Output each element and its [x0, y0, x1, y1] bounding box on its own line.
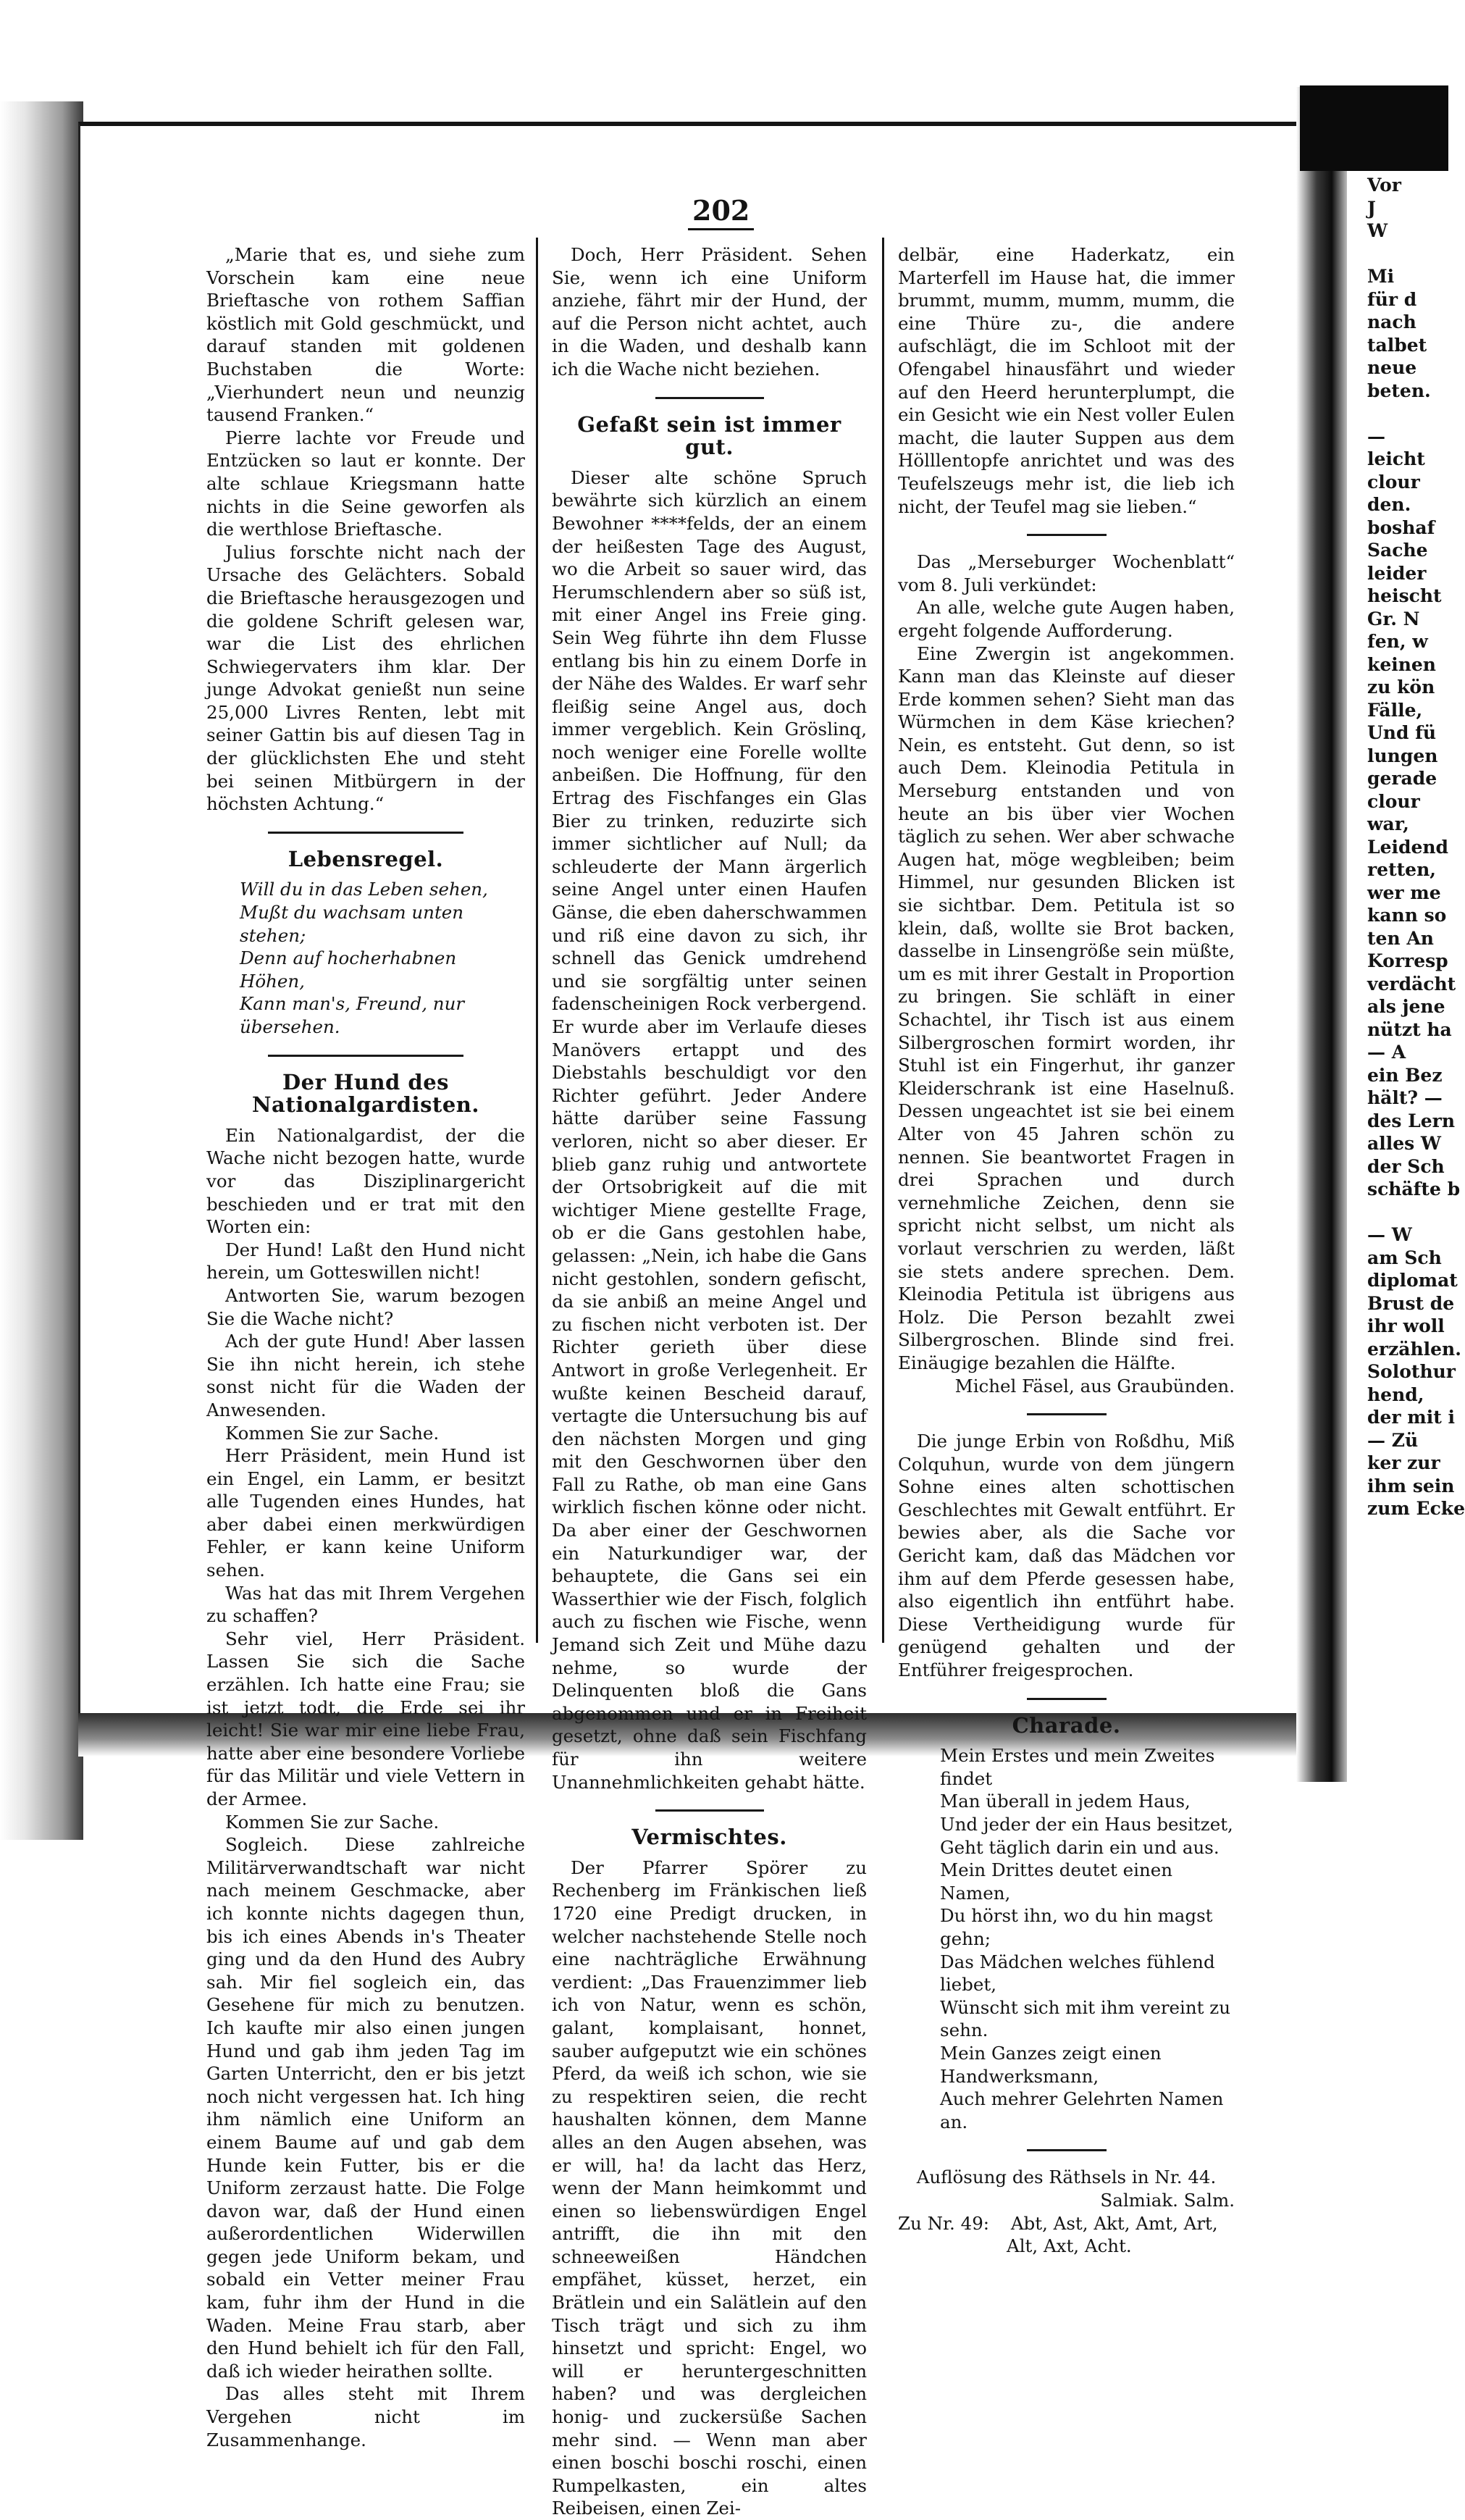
adjacent-page-line: leicht — [1367, 448, 1425, 469]
adjacent-page-line: alles W — [1367, 1133, 1441, 1154]
solution-label: Zu Nr. 49: — [898, 2212, 990, 2234]
adjacent-page-line: Korresp — [1367, 950, 1448, 971]
section-separator — [655, 397, 764, 399]
solution-answer: Abt, Ast, Akt, Amt, Art, — [1010, 2212, 1218, 2234]
poem-line: Und jeder der ein Haus besitzet, — [940, 1814, 1233, 1835]
poem-line: Mußt du wachsam unten stehen; — [240, 902, 464, 946]
poem-charade — [898, 1744, 1235, 2133]
column-rule — [882, 238, 884, 1643]
adjacent-page-line: gerade — [1367, 768, 1437, 789]
adjacent-page-line: W — [1367, 220, 1388, 241]
section-separator — [1027, 534, 1107, 536]
paragraph: Ein Nationalgardist, der die Wache nicht bezogen hatte, wurde vor das Disziplinargericht beschieden und er trat mit den Worten ein: — [206, 1124, 525, 1238]
adjacent-page-line: Vor — [1367, 175, 1401, 196]
paragraph: Der Pfarrer Spörer zu Rechenberg im Fränkischen ließ 1720 eine Predigt drucken, in welcher nachstehende Stelle noch eine nachträgliche Erwähnung verdient: „Das Frauenzimmer lieb ich von Natur, wenn es schön, galant, komplaisant, honnet, sauber aufgeputzt wie ein schönes Pferd, da weiß ich schon, wie sie zu respektiren seien, die recht haushalten können, dem Manne alles an den Augen absehen, was er will, ha! da lacht das Herz, wenn der Mann heimkommt und einen so liebenswürdigen Engel antrifft, die ihn mit den schneeweißen Händchen empfähet, küsset, herzet, ein Brätlein und ein Salätlein auf den Tisch trägt und sich zu ihm hinsetzt und spricht: Engel, wo will er heruntergeschnitten haben? und was dergleichen honig- und zuckersüße Sachen mehr sind. — Wenn man aber einen boschi boschi roschi, einen Rumpelkasten, ein altes Reibeisen, einen Zei- — [552, 1856, 867, 2519]
adjacent-page-line: als jene — [1367, 996, 1445, 1017]
adjacent-page-line: ihr woll — [1367, 1315, 1445, 1336]
adjacent-page-line: kann so — [1367, 905, 1447, 926]
adjacent-page-line: talbet — [1367, 334, 1427, 356]
poem-line: Man überall in jedem Haus, — [940, 1791, 1191, 1812]
adjacent-page-line: Brust de — [1367, 1292, 1455, 1314]
adjacent-page-line: ihm sein — [1367, 1475, 1455, 1496]
poem-line: Geht täglich darin ein und aus. — [940, 1836, 1220, 1858]
scan-margin — [0, 0, 1448, 94]
adjacent-page-line: den. — [1367, 494, 1411, 515]
adjacent-page-line: der Sch — [1367, 1155, 1445, 1177]
adjacent-page-line: Und fü — [1367, 722, 1437, 743]
paragraph: Dieser alte schöne Spruch bewährte sich kürzlich an einem Bewohner ****felds, der an einem der heißesten Tage des August, wo die Arbeit so sauer wird, das Herumschlendern aber so süß ist, mit einer Angel ins Freie ging. Sein Weg führte ihn dem Flusse entlang bis hin zu einem Dorfe in der Nähe des Waldes. Er warf sehr fleißig seine Angel aus, doch immer vergeblich. Kein Gröslinq, noch weniger eine Forelle wollte anbeißen. Die Hoffnung, für den Ertrag des Fischfanges ein Glas Bier zu trinken, reduzirte sich immer sichtlicher auf Null; da schleuderte der Mann ärgerlich seine Angel unter einen Haufen Gänse, die eben daherschwammen und riß eine davon zu sich, ihr schnell das Genick umdrehend und sie sorgfältig unter seinen fadenscheinigen Rock verbergend. Er wurde aber im Verlaufe dieses Manövers ertappt und des Diebstahls beschuldigt vor den Richter geführt. Jeder Andere hätte darüber seine Fassung verloren, nicht so aber dieser. Er blieb ganz ruhig und antwortete der Ortsobrigkeit auf die mit wichtiger Miene gestellte Frage, ob er die Gans gestohlen habe, gelassen: „Nein, ich habe die Gans nicht gestohlen, sondern gefischt, da sie anbiß an meine Angel und zu fischen nicht verboten ist. Der Richter gerieth über diese Antwort in große Verlegenheit. Er wußte keinen Bescheid darauf, vertagte die Untersuchung bis auf den nächsten Morgen und ging mit den Geschwornen über den Fall zu Rathe, ob man eine Gans wirklich fischen könne oder nicht. Da aber einer der Geschwornen ein Naturkundiger war, der behauptete, die Gans sei ein Wasserthier wie der Fisch, folglich auch zu fischen wie Fische, wenn Jemand sich Zeit und Mühe dazu nehme, so wurde der Delinquenten bloß die Gans abgenommen und er in Freiheit gesetzt, ohne daß sein Fischfang für ihn weitere Unannehmlichkeiten gehabt hätte. — [552, 466, 867, 1793]
adjacent-page-line — [1367, 1201, 1448, 1224]
poem-line: Mein Drittes deutet einen Namen, — [940, 1859, 1173, 1904]
adjacent-page-line: boshaf — [1367, 516, 1435, 538]
solution-answer: Salmiak. Salm. — [1100, 2189, 1235, 2211]
paragraph: An alle, welche gute Augen haben, ergeht folgende Aufforderung. — [898, 597, 1235, 641]
poem-line: Du hörst ihn, wo du hin magst gehn; — [940, 1905, 1213, 1949]
paragraph: Sehr viel, Herr Präsident. Lassen Sie sich die Sache erzählen. Ich hatte eine Frau; sie ist jetzt todt, die Erde sei ihr leicht! Sie war mir eine liebe Frau, hatte aber eine besondere Vorliebe für das Militär und viele Vettern in der Armee. — [206, 1628, 525, 1809]
section-separator — [655, 1809, 764, 1812]
paragraph: Herr Präsident, mein Hund ist ein Engel, ein Lamm, er besitzt alle Tugenden eines Hundes, hat aber dabei einen merkwürdigen Fehler, er kann keine Uniform sehen. — [206, 1445, 525, 1581]
paragraph: Sogleich. Diese zahlreiche Militärverwandtschaft war nicht nach meinem Geschmacke, aber ich konnte nichts dagegen thun, bis ich eines Abends in's Theater ging und da den Hund des Aubry sah. Mir fiel sogleich ein, das Gesehene für mich zu benutzen. Ich kaufte mir also einen jungen Hund und gab ihm jeden Tag im Garten Unterricht, den er bis jetzt noch nicht vergessen hat. Ich hing ihm nämlich eine Uniform an einem Baume auf und gab dem Hunde kein Futter, bis er die Uniform zerzaust hatte. Die Folge davon war, daß der Hund einen außerordentlichen Widerwillen gegen jede Uniform bekam, und sobald ein Vetter meiner Frau kam, fuhr ihm der Hund in die Waden. Meine Frau starb, aber den Hund behielt ich für den Fall, daß ich wieder heirathen sollte. — [206, 1834, 525, 2382]
adjacent-page-line: Gr. N — [1367, 608, 1420, 629]
column-left — [206, 243, 525, 2451]
story-ending-paragraph: „Marie that es, und siehe zum Vorschein kam eine neue Brieftasche von rothem Saffian köstlich mit Gold geschmückt, und darauf standen mit goldenen Buchstaben die Worte: „Vierhundert neun und neunzig tausend Franken.“ — [206, 244, 525, 426]
adjacent-page-line: zum Ecke — [1367, 1498, 1465, 1519]
paragraph: delbär, eine Haderkatz, ein Marterfell im Hause hat, die immer brummt, mumm, mumm, mumm, die eine Thüre zu-, die andere aufschlägt, die im Schloot mit der Ofengabel hinausfährt und wieder auf den Heerd herunterplumpt, die ein Gesicht wie ein Nest voller Eulen macht, die lauter Suppen aus dem Hölllentopfe anrichtet und was des Teufelszeugs mehr ist, die lieb ich nicht, der Teufel mag sie lieben.“ — [898, 244, 1235, 517]
section-separator — [268, 1055, 463, 1057]
section-separator — [1027, 1413, 1107, 1415]
adjacent-page-line: clour — [1367, 790, 1420, 812]
poem-line: Will du in das Leben sehen, — [240, 879, 488, 900]
adjacent-page-line: schäfte b — [1367, 1179, 1461, 1200]
adjacent-page-line: keinen — [1367, 653, 1436, 675]
adjacent-page-line: Leidend — [1367, 836, 1449, 858]
adjacent-page-line: Solothur — [1367, 1361, 1456, 1382]
adjacent-page-line: Mi — [1367, 266, 1395, 287]
adjacent-page-fragment — [1367, 174, 1465, 1767]
poem-line: Mein Ganzes zeigt einen Handwerksmann, — [940, 2042, 1162, 2087]
page-number: 202 — [688, 194, 754, 230]
heading-gefasst-sein: Gefaßt sein ist immer gut. — [577, 411, 841, 460]
paragraph: Eine Zwergin ist angekommen. Kann man das Kleinste auf dieser Erde kommen sehen? Sieht man das Würmchen in dem Käse kriechen? Nein, es entsteht. Gut denn, so ist auch Dem. Kleinodia Petitula in Merseburg entstanden und von heute an bis über vier Wochen täglich zu sehen. Wer aber schwache Augen hat, möge wegbleiben; beim Himmel, nur gesunden Blicken ist sie sichtbar. Dem. Petitula ist so klein, daß, wollte sie Brot backen, dasselbe in Linsengröße sein müßte, um es mit ihrer Gestalt in Proportion zu bringen. Sie schläft in einer Schachtel, ihr Tisch ist aus einem Silbergroschen formirt worden, ihr Stuhl ist ein Fingerhut, ihr ganzer Kleiderschrank ist eine Haselnuß. Dessen ungeachtet ist sie bei einem Alter von 45 Jahren schön zu nennen. Sie beantwortet Fragen in drei Sprachen und durch vernehmliche Zeichen, denn sie spricht nicht selbst, um nicht als vorlaut verschrien zu werden, läßt sie stets andere sprechen. Dem. Kleinodia Petitula ist übrigens aus Holz. Die Person bezahlt zwei Silbergroschen. Blinde sind frei. Einäugige bezahlen die Hälfte. — [898, 642, 1235, 1373]
signature: Michel Fäsel, aus Graubünden. — [954, 1375, 1235, 1397]
adjacent-page-line: nützt ha — [1367, 1018, 1452, 1040]
adjacent-page-line: Sache — [1367, 540, 1428, 561]
adjacent-page-line: heischt — [1367, 585, 1442, 606]
book-gutter — [1296, 87, 1347, 1782]
heading-charade: Charade. — [1012, 1712, 1121, 1738]
adjacent-page-line: für d — [1367, 288, 1417, 310]
adjacent-page-line: diplomat — [1367, 1270, 1458, 1291]
paragraph: Was hat das mit Ihrem Vergehen zu schaffen? — [206, 1582, 525, 1627]
adjacent-page-line: lungen — [1367, 745, 1438, 766]
section-separator — [1027, 2149, 1107, 2151]
adjacent-page-line: Fälle, — [1367, 699, 1423, 721]
paragraph: Kommen Sie zur Sache. — [225, 1811, 440, 1833]
adjacent-page-line: J — [1367, 197, 1376, 219]
adjacent-page-line: retten, — [1367, 859, 1436, 880]
adjacent-page-line: war, — [1367, 813, 1409, 834]
poem-line: Auch mehrer Gelehrten Namen an. — [940, 2088, 1224, 2132]
scan-shadow — [0, 101, 83, 1840]
adjacent-page-line: neue — [1367, 357, 1417, 378]
adjacent-page-line: nach — [1367, 311, 1416, 332]
scan-black-band — [1300, 85, 1448, 171]
adjacent-page-line: hält? — — [1367, 1087, 1443, 1108]
poem-line: Das Mädchen welches fühlend liebet, — [940, 1951, 1215, 1996]
adjacent-page-line: ten An — [1367, 927, 1434, 949]
paragraph: Das alles steht mit Ihrem Vergehen nicht im Zusammenhange. — [206, 2383, 525, 2450]
adjacent-page-line: hend, — [1367, 1384, 1424, 1405]
adjacent-page-line: beten. — [1367, 380, 1431, 401]
poem-line: Wünscht sich mit ihm vereint zu sehn. — [940, 1996, 1230, 2041]
adjacent-page-line: des Lern — [1367, 1110, 1455, 1131]
column-rule — [536, 238, 538, 1643]
adjacent-page-line: zu kön — [1367, 677, 1435, 698]
paragraph: Doch, Herr Präsident. Sehen Sie, wenn ich eine Uniform anziehe, fährt mir der Hund, der auf die Person nicht achtet, auch in die Waden, und deshalb kann ich die Wache nicht beziehen. — [552, 244, 867, 380]
paragraph: Das „Merseburger Wochenblatt“ vom 8. Juli verkündet: — [898, 551, 1235, 595]
adjacent-page-line: wer me — [1367, 882, 1441, 903]
adjacent-page-line — [1367, 243, 1448, 266]
adjacent-page-line — [1367, 402, 1448, 425]
heading-vermischtes: Vermischtes. — [631, 1825, 787, 1850]
poem-line: Mein Erstes und mein Zweites findet — [940, 1745, 1215, 1789]
poem-lebensregel — [206, 878, 525, 1038]
column-middle — [552, 243, 867, 2520]
adjacent-page-line: der mit i — [1367, 1407, 1455, 1428]
poem-line: Denn auf hocherhabnen Höhen, — [240, 947, 457, 992]
adjacent-page-line: ein Bez — [1367, 1064, 1443, 1086]
story-ending-paragraph: Pierre lachte vor Freude und Entzücken so laut er konnte. Der alte schlaue Kriegsmann hatte nichts in die Seine geworfen als die werthlose Brieftasche. — [206, 427, 525, 540]
paragraph: Kommen Sie zur Sache. — [225, 1422, 440, 1444]
adjacent-page-line: leider — [1367, 562, 1427, 584]
adjacent-page-line: — Zü — [1367, 1429, 1419, 1451]
adjacent-page-line: — W — [1367, 1224, 1412, 1245]
paragraph: Ach der gute Hund! Aber lassen Sie ihn nicht herein, ich stehe sonst nicht für die Waden der Anwesenden. — [206, 1331, 525, 1420]
adjacent-page-line: clour — [1367, 471, 1420, 493]
heading-lebensregel: Lebensregel. — [287, 846, 444, 871]
adjacent-page-line: ker zur — [1367, 1452, 1440, 1473]
story-ending-paragraph: Julius forschte nicht nach der Ursache des Gelächters. Sobald die Brieftasche herausgezogen und die goldene Schrift gelesen war, war die List des ehrlichen Schwiegervaters ihm klar. Der junge Advokat genießt nun seine 25,000 Livres Renten, lebt mit seiner Gattin bis auf diesen Tag in der glücklichsten Ehe und steht bei seinen Mitbürgern in der höchsten Achtung.“ — [206, 541, 525, 815]
paragraph: Die junge Erbin von Roßdhu, Miß Colquhun, wurde von dem jüngern Sohne eines alten schottischen Geschlechtes mit Gewalt entführt. Er bewies aber, als die Sache vor Gericht kam, daß das Mädchen vor ihm auf dem Pferde gesessen habe, also eigentlich ihn entführt habe. Diese Vertheidigung wurde für genügend gehalten und der Entführer freigesprochen. — [898, 1431, 1235, 1681]
section-separator — [1027, 1698, 1107, 1700]
solution-answer: Alt, Axt, Acht. — [1007, 2235, 1132, 2257]
adjacent-page-line: — — [1367, 425, 1385, 447]
adjacent-page-line: — A — [1367, 1042, 1406, 1063]
solution-title: Auflösung des Räthsels in Nr. 44. — [916, 2167, 1217, 2188]
paragraph: Der Hund! Laßt den Hund nicht herein, um Gotteswillen nicht! — [206, 1239, 525, 1284]
adjacent-page-line: am Sch — [1367, 1247, 1442, 1268]
paragraph: Antworten Sie, warum bezogen Sie die Wache nicht? — [206, 1284, 525, 1329]
column-right — [898, 243, 1235, 2258]
section-separator — [268, 832, 463, 834]
adjacent-page-line: verdächt — [1367, 973, 1456, 995]
poem-line: Kann man's, Freund, nur übersehen. — [240, 993, 465, 1037]
solution-line — [898, 2212, 1235, 2235]
adjacent-page-line: erzählen. — [1367, 1338, 1461, 1360]
adjacent-page-line: fen, w — [1367, 631, 1428, 652]
heading-hund-nationalgardist: Der Hund des Nationalgardisten. — [252, 1069, 479, 1118]
